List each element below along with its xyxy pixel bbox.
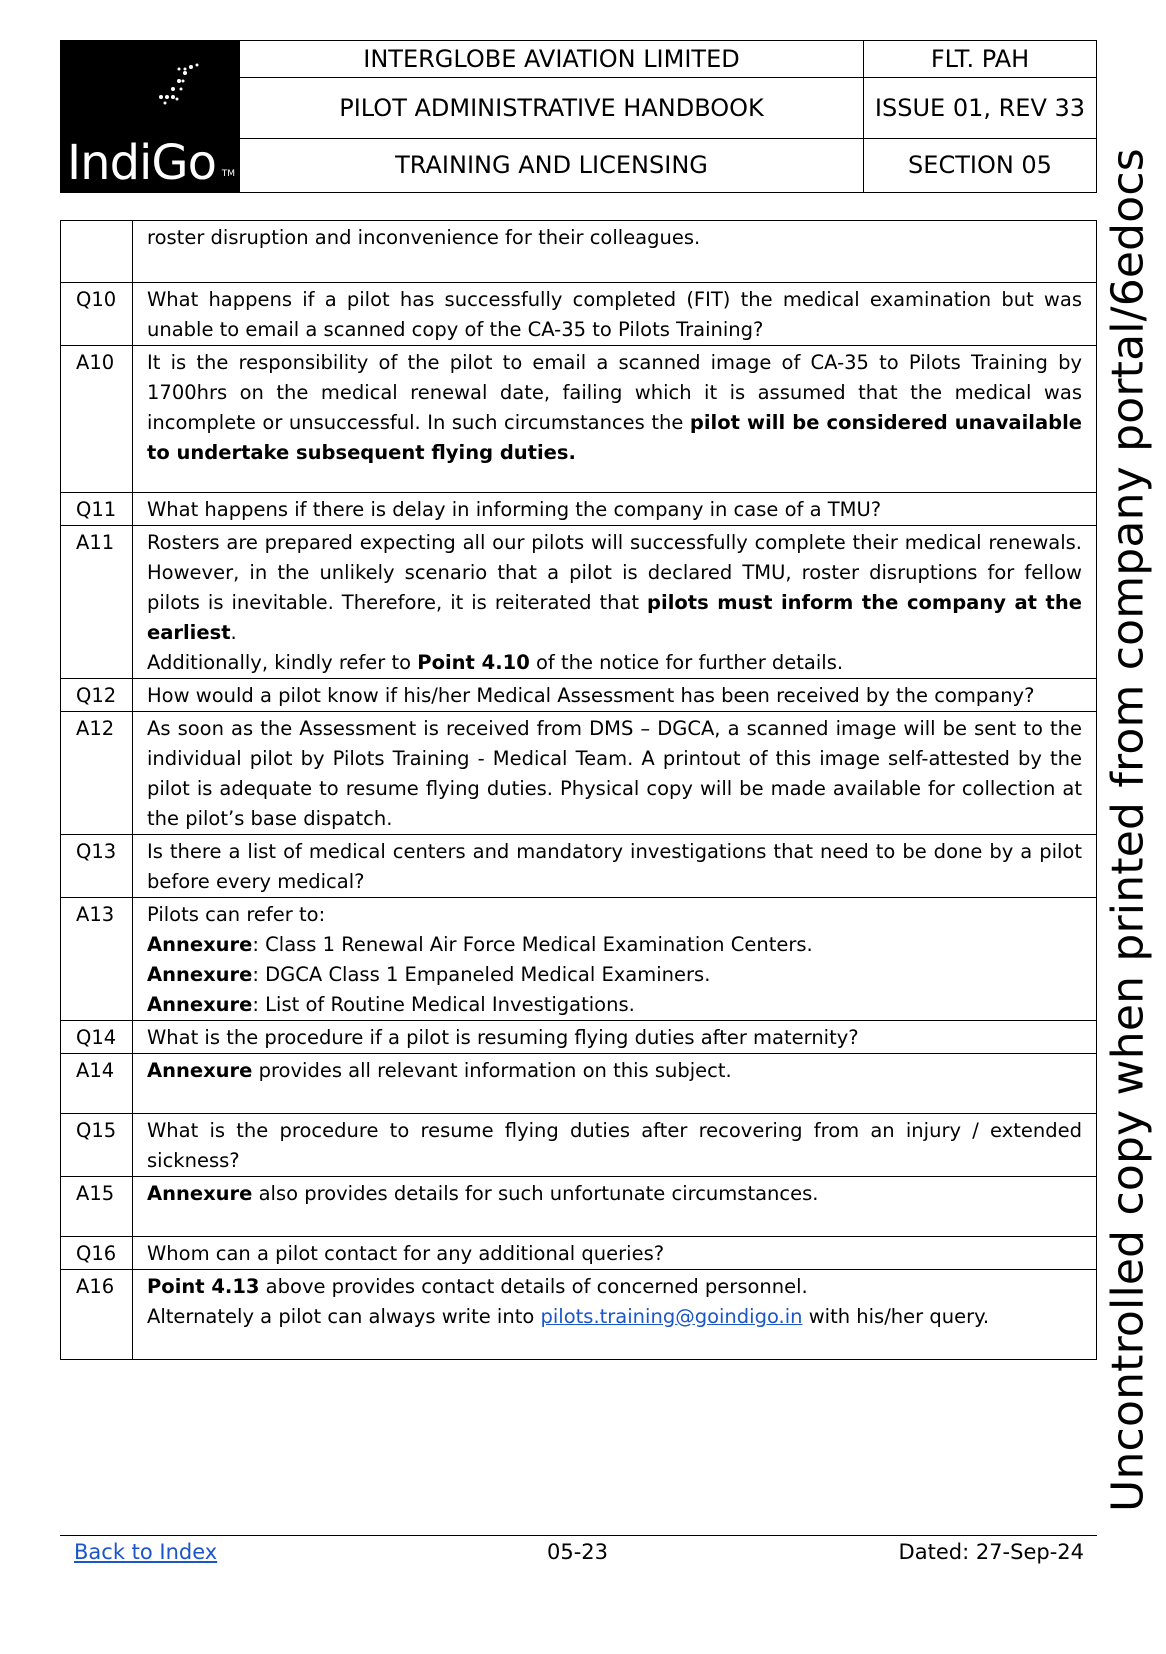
text-run: Is there a list of medical centers and mandatory investigations that need to be done by a pilot before every medical? — [147, 840, 1082, 893]
row-label: Q14 — [61, 1021, 133, 1054]
section-number: SECTION 05 — [864, 138, 1097, 192]
text-run: What is the procedure if a pilot is resuming flying duties after maternity? — [147, 1026, 859, 1049]
row-content — [133, 283, 1097, 346]
faq-row — [61, 835, 1097, 898]
text-run: with his/her query. — [802, 1305, 990, 1328]
faq-row — [61, 346, 1097, 493]
row-content — [133, 835, 1097, 898]
row-label: Q11 — [61, 493, 133, 526]
faq-row — [61, 493, 1097, 526]
content-line — [147, 1023, 1082, 1053]
row-content — [133, 221, 1097, 283]
text-run: It is the responsibility of the pilot to email a scanned image of CA-35 to Pilots Training by 1700hrs on the medical renewal date, failing which it is assumed that the medical was incomplete or unsuccessful. In such circumstances the — [147, 351, 1082, 434]
row-label: A15 — [61, 1177, 133, 1237]
content-line — [147, 1239, 1082, 1269]
logo-trademark: TM — [221, 169, 235, 180]
faq-row — [61, 1177, 1097, 1237]
row-label: A11 — [61, 526, 133, 679]
text-run: roster disruption and inconvenience for their colleagues. — [147, 226, 701, 249]
bold-text: Point 4.13 — [147, 1275, 260, 1298]
row-content — [133, 1114, 1097, 1177]
row-label: Q13 — [61, 835, 133, 898]
bold-text: Annexure — [147, 1059, 253, 1082]
handbook-title: PILOT ADMINISTRATIVE HANDBOOK — [240, 78, 864, 138]
text-run: Whom can a pilot contact for any additional queries? — [147, 1242, 665, 1265]
content-line — [147, 990, 1082, 1020]
row-content — [133, 346, 1097, 493]
content-line — [147, 648, 1082, 678]
bold-text: Point 4.10 — [417, 651, 530, 674]
row-content — [133, 898, 1097, 1021]
content-line — [147, 714, 1082, 834]
row-label: A12 — [61, 712, 133, 835]
content-line — [147, 1116, 1082, 1176]
issue-revision: ISSUE 01, REV 33 — [864, 78, 1097, 138]
text-run: : Class 1 Renewal Air Force Medical Examination Centers. — [252, 933, 813, 956]
row-content — [133, 679, 1097, 712]
text-run: What happens if there is delay in informing the company in case of a TMU? — [147, 498, 882, 521]
text-run: provides all relevant information on this subject. — [252, 1059, 732, 1082]
faq-row — [61, 1054, 1097, 1114]
bold-text: pilots must inform the company at the earliest — [147, 591, 1082, 644]
row-label: A14 — [61, 1054, 133, 1114]
doc-code: FLT. PAH — [864, 41, 1097, 78]
faq-row — [61, 283, 1097, 346]
bold-text: Annexure — [147, 1182, 253, 1205]
faq-row — [61, 1237, 1097, 1270]
row-content — [133, 526, 1097, 679]
row-content — [133, 1021, 1097, 1054]
faq-row — [61, 1270, 1097, 1360]
row-content — [133, 712, 1097, 835]
text-run: also provides details for such unfortunate circumstances. — [252, 1182, 819, 1205]
text-run: : List of Routine Medical Investigations. — [252, 993, 635, 1016]
page-number: 05-23 — [547, 1540, 609, 1564]
faq-row — [61, 679, 1097, 712]
row-content — [133, 493, 1097, 526]
faq-row — [61, 1114, 1097, 1177]
row-content — [133, 1054, 1097, 1114]
content-line — [147, 1179, 1082, 1209]
document-header — [60, 40, 1097, 193]
row-content — [133, 1177, 1097, 1237]
text-run: Additionally, kindly refer to — [147, 651, 418, 674]
content-line — [147, 223, 1082, 253]
text-run: Pilots can refer to: — [147, 903, 326, 926]
section-title: TRAINING AND LICENSING — [240, 138, 864, 192]
dated: Dated: 27-Sep-24 — [898, 1540, 1084, 1564]
company-name: INTERGLOBE AVIATION LIMITED — [240, 41, 864, 78]
content-line — [147, 837, 1082, 897]
row-label: A10 — [61, 346, 133, 493]
faq-row — [61, 1021, 1097, 1054]
content-line — [147, 348, 1082, 468]
bold-text: Annexure — [147, 963, 253, 986]
text-run: Alternately a pilot can always write into — [147, 1305, 541, 1328]
content-line — [147, 528, 1082, 648]
faq-row — [61, 526, 1097, 679]
row-label: Q12 — [61, 679, 133, 712]
bold-text: pilot will be considered unavailable to undertake subsequent flying duties. — [147, 411, 1082, 464]
text-run: of the notice for further details. — [529, 651, 844, 674]
faq-row — [61, 712, 1097, 835]
row-label: A13 — [61, 898, 133, 1021]
bold-text: Annexure — [147, 993, 253, 1016]
faq-row — [61, 898, 1097, 1021]
content-line — [147, 1302, 1082, 1332]
text-run: What is the procedure to resume flying duties after recovering from an injury / extended sickness? — [147, 1119, 1082, 1172]
indigo-logo — [61, 41, 240, 193]
back-to-index-link[interactable]: Back to Index — [74, 1540, 218, 1564]
content-line — [147, 960, 1082, 990]
plane-dots-icon — [153, 59, 203, 109]
faq-row — [61, 221, 1097, 283]
text-run: How would a pilot know if his/her Medical Assessment has been received by the company? — [147, 684, 1035, 707]
row-label: Q10 — [61, 283, 133, 346]
text-run: As soon as the Assessment is received from DMS – DGCA, a scanned image will be sent to the individual pilot by Pilots Training - Medical Team. A printout of this image self-attested by the pilot is adequate to resume flying duties. Physical copy will be made available for collection at the pilot’s base dispatch. — [147, 717, 1082, 830]
text-run: . — [230, 621, 237, 644]
content-line — [147, 1272, 1082, 1302]
text-run: What happens if a pilot has successfully completed (FIT) the medical examination but was unable to email a scanned copy of the CA-35 to Pilots Training? — [147, 288, 1082, 341]
faq-table — [60, 220, 1097, 1360]
content-line — [147, 900, 1082, 930]
logo-wordmark: IndiGo — [67, 135, 216, 192]
email-link[interactable]: pilots.training@goindigo.in — [540, 1305, 803, 1328]
row-label: Q16 — [61, 1237, 133, 1270]
row-label: Q15 — [61, 1114, 133, 1177]
content-line — [147, 1056, 1082, 1086]
content-line — [147, 495, 1082, 525]
text-run: above provides contact details of concerned personnel. — [259, 1275, 808, 1298]
content-line — [147, 681, 1082, 711]
content-line — [147, 285, 1082, 345]
bold-text: Annexure — [147, 933, 253, 956]
row-label — [61, 221, 133, 283]
text-run: Rosters are prepared expecting all our pilots will successfully complete their medical renewals. However, in the unlikely scenario that a pilot is declared TMU, roster disruptions for fellow pilots is inevitable. Therefore, it is reiterated that — [147, 531, 1082, 614]
row-content — [133, 1237, 1097, 1270]
uncontrolled-copy-watermark: Uncontrolled copy when printed from company portal/6edocs — [1102, 148, 1154, 1512]
row-content — [133, 1270, 1097, 1360]
row-label: A16 — [61, 1270, 133, 1360]
content-line — [147, 930, 1082, 960]
text-run: : DGCA Class 1 Empaneled Medical Examiners. — [252, 963, 711, 986]
